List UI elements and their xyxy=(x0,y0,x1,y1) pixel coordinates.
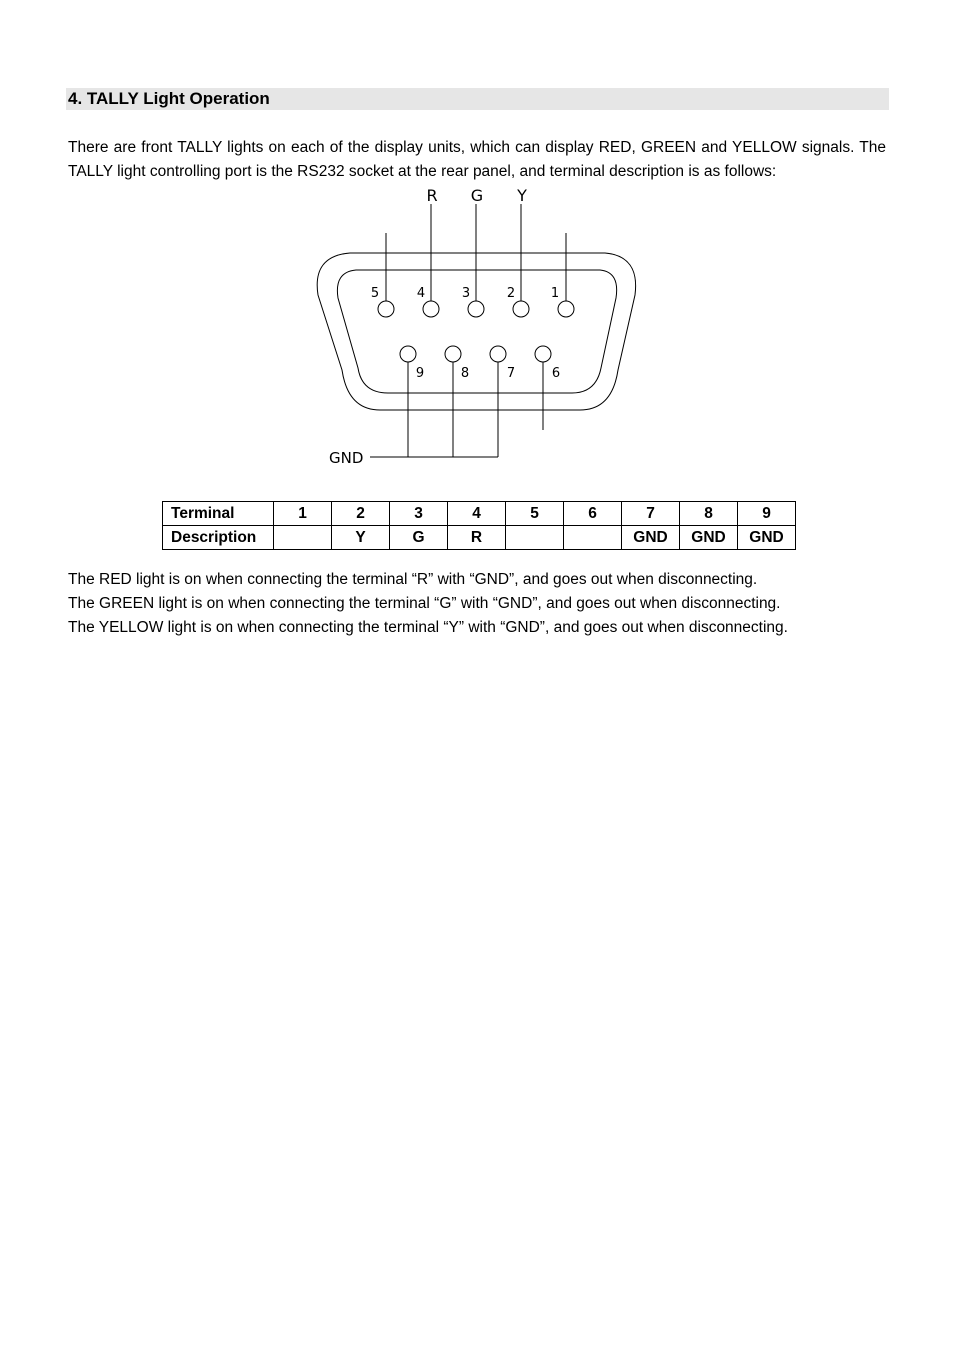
table-row-description xyxy=(163,526,796,550)
gnd-label: GND xyxy=(329,449,364,467)
table-cell: GND xyxy=(622,526,680,550)
pin-9-socket xyxy=(400,346,416,362)
pin-3-socket xyxy=(468,301,484,317)
pin-label-4: 4 xyxy=(416,286,426,301)
table-cell: R xyxy=(448,526,506,550)
pin-label-7: 7 xyxy=(506,366,516,381)
rule-green: The GREEN light is on when connecting the terminal “G” with “GND”, and goes out when disconnecting. xyxy=(68,595,781,612)
row-header-description: Description xyxy=(163,526,274,550)
table-cell: 9 xyxy=(738,502,796,526)
table-cell: 3 xyxy=(390,502,448,526)
pin-label-2: 2 xyxy=(506,286,516,301)
table-cell: 1 xyxy=(274,502,332,526)
rule-yellow: The YELLOW light is on when connecting the terminal “Y” with “GND”, and goes out when disconnecting. xyxy=(68,619,788,636)
table-cell: G xyxy=(390,526,448,550)
rule-red: The RED light is on when connecting the terminal “R” with “GND”, and goes out when disconnecting. xyxy=(68,571,758,588)
table-cell: 8 xyxy=(680,502,738,526)
terminal-table xyxy=(162,501,796,550)
table-cell: 6 xyxy=(564,502,622,526)
pin-label-6: 6 xyxy=(551,366,561,381)
table-cell xyxy=(274,526,332,550)
rs232-connector-diagram xyxy=(300,180,660,480)
section-title: 4. TALLY Light Operation xyxy=(66,88,889,110)
table-cell: 7 xyxy=(622,502,680,526)
table-cell xyxy=(506,526,564,550)
table-cell: GND xyxy=(738,526,796,550)
row-header-terminal: Terminal xyxy=(163,502,274,526)
pin-1-socket xyxy=(558,301,574,317)
intro-paragraph: There are front TALLY lights on each of the display units, which can display RED, GREEN and YELLOW signals. The TALLY light controlling port is the RS232 socket at the rear panel, and terminal description is as follows: xyxy=(68,139,886,180)
light-rules xyxy=(68,568,788,640)
table-row-terminal xyxy=(163,502,796,526)
table-cell: Y xyxy=(332,526,390,550)
label-y: Y xyxy=(517,186,527,205)
pin-label-5: 5 xyxy=(370,286,380,301)
pin-label-8: 8 xyxy=(460,366,470,381)
pin-label-9: 9 xyxy=(415,366,425,381)
table-cell: 4 xyxy=(448,502,506,526)
pin-8-socket xyxy=(445,346,461,362)
table-cell xyxy=(564,526,622,550)
pin-7-socket xyxy=(490,346,506,362)
label-g: G xyxy=(470,186,484,205)
table-cell: 2 xyxy=(332,502,390,526)
pin-4-socket xyxy=(423,301,439,317)
label-r: R xyxy=(426,186,438,205)
connector-inner-shell xyxy=(337,270,616,393)
pin-5-socket xyxy=(378,301,394,317)
table-cell: GND xyxy=(680,526,738,550)
pin-6-socket xyxy=(535,346,551,362)
pin-label-3: 3 xyxy=(461,286,471,301)
pin-label-1: 1 xyxy=(550,286,560,301)
pin-2-socket xyxy=(513,301,529,317)
table-cell: 5 xyxy=(506,502,564,526)
